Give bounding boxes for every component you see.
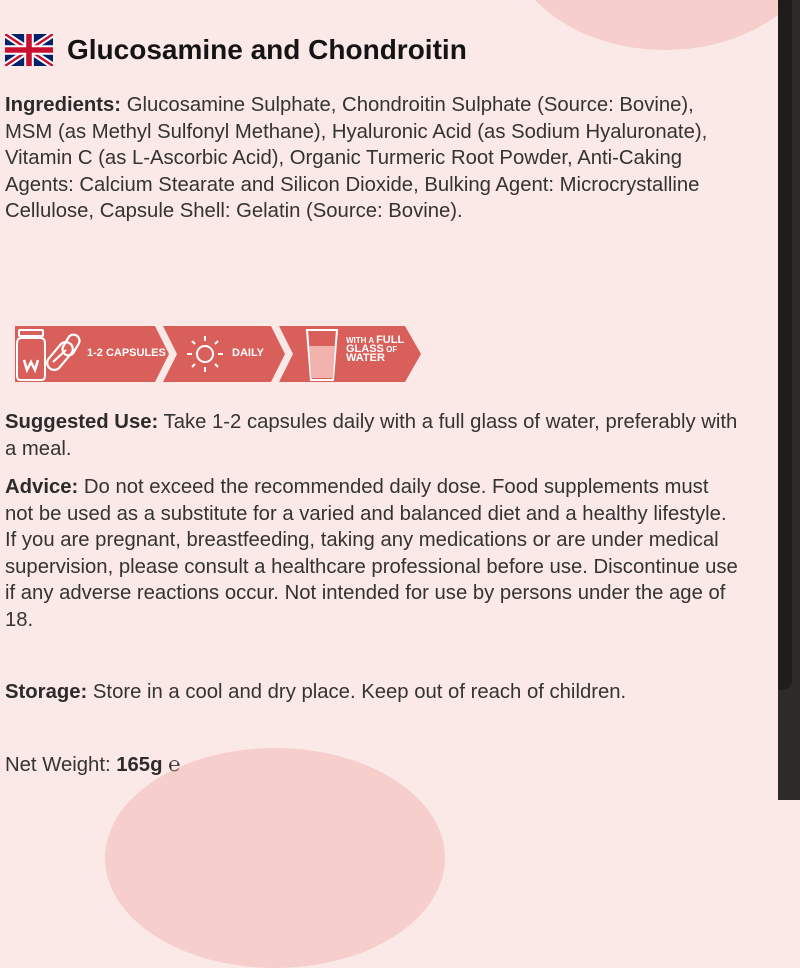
storage-text: Store in a cool and dry place. Keep out of reach of children. bbox=[87, 681, 627, 703]
scrollbar-thumb[interactable] bbox=[778, 0, 792, 690]
net-weight-paragraph bbox=[5, 752, 740, 779]
title-row bbox=[5, 34, 467, 66]
scrollbar-track[interactable] bbox=[778, 0, 800, 800]
storage-paragraph bbox=[5, 679, 740, 706]
suggested-use-text: Take 1-2 capsules daily with a full glass of water, preferably with a meal. bbox=[5, 411, 738, 460]
net-weight-label: Net Weight: bbox=[5, 754, 117, 776]
ingredients-paragraph bbox=[5, 92, 740, 225]
dosage-badges bbox=[13, 322, 423, 386]
suggested-use-paragraph bbox=[5, 409, 740, 462]
advice-paragraph bbox=[5, 474, 740, 634]
water-label: WITH A FULL GLASS OF WATER bbox=[346, 334, 405, 364]
storage-label: Storage: bbox=[5, 681, 88, 703]
suggested-use-label: Suggested Use: bbox=[5, 411, 159, 433]
ingredients-label: Ingredients: bbox=[5, 94, 122, 116]
advice-label: Advice: bbox=[5, 476, 79, 498]
estimated-sign-icon: ℮ bbox=[168, 754, 181, 776]
page-title: Glucosamine and Chondroitin bbox=[67, 34, 467, 65]
ingredients-text: Glucosamine Sulphate, Chondroitin Sulphate (Source: Bovine), MSM (as Methyl Sulfonyl Methane), Hyaluronic Acid (as Sodium Hyaluronate), Vitamin C (as L-Ascorbic Acid), Organic Turmeric Root Powder, Anti-Caking Agents: Calcium Stearate and Silicon Dioxide, Bulking Agent: Microcrystalline Cellulose, Capsule Shell: Gelatin (Source: Bovine). bbox=[5, 94, 708, 223]
advice-text: Do not exceed the recommended daily dose. Food supplements must not be used as a substitute for a varied and balanced diet and a healthy lifestyle. If you are pregnant, breastfeeding, taking any medications or are under medical supervision, please consult a healthcare professional before use. Discontinue use if any adverse reactions occur. Not intended for use by persons under the age of 18. bbox=[5, 476, 738, 631]
decorative-blob-bottom bbox=[105, 748, 445, 968]
capsules-label: 1-2 CAPSULES bbox=[87, 347, 166, 359]
daily-label: DAILY bbox=[232, 347, 264, 359]
uk-flag-icon bbox=[5, 34, 53, 66]
net-weight-value: 165g bbox=[116, 754, 163, 776]
decorative-blob-top bbox=[505, 0, 800, 50]
